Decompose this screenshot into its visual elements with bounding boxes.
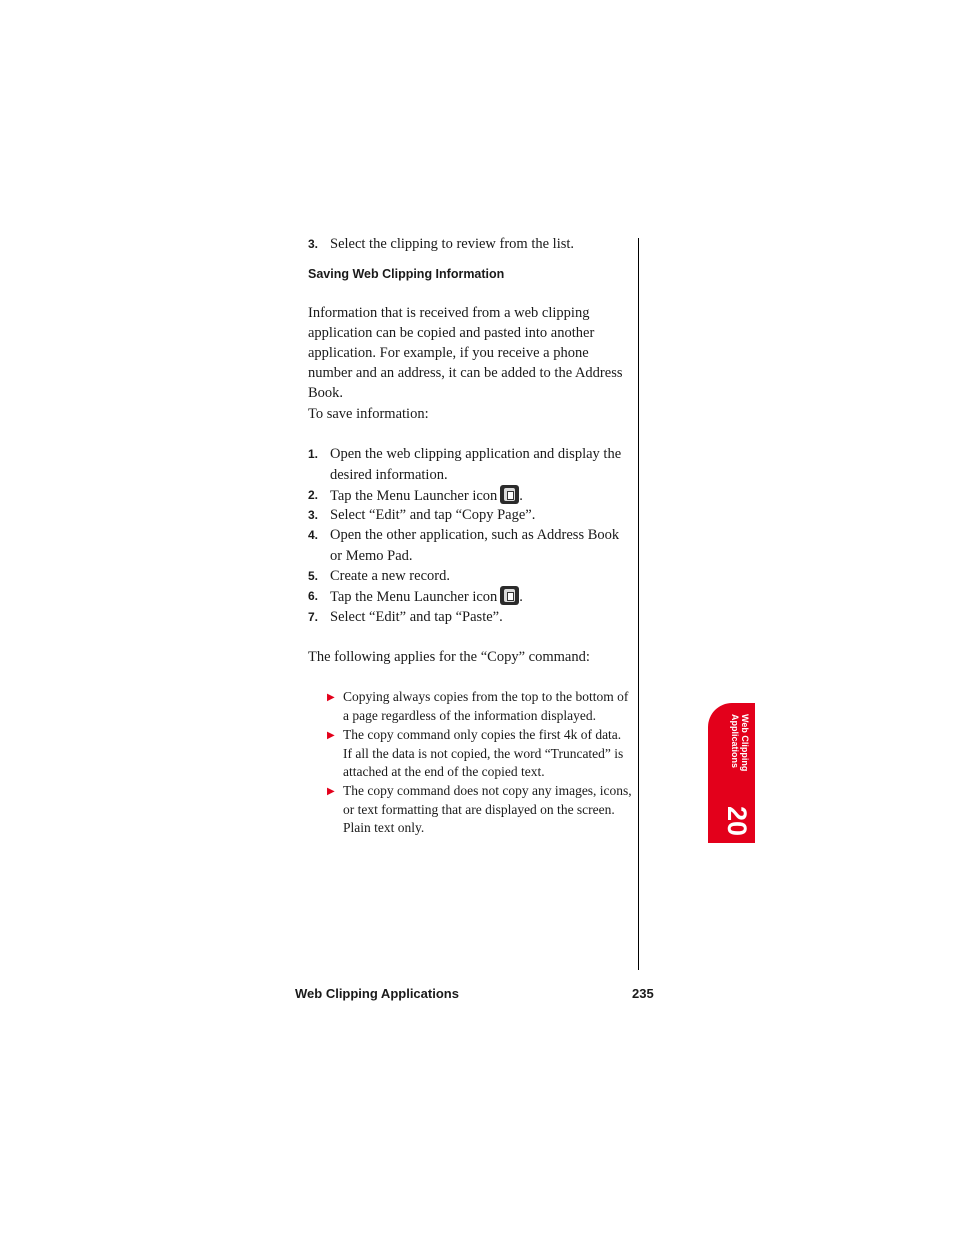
step-suffix: .: [519, 589, 523, 605]
bullet-item: [327, 782, 632, 838]
step-number: 7.: [308, 610, 319, 624]
step-number: 4.: [308, 528, 319, 542]
step-number: 3.: [308, 237, 319, 251]
step-item: [308, 485, 632, 506]
step-text: Tap the Menu Launcher icon: [330, 589, 498, 605]
step-number: 2.: [308, 488, 319, 502]
chapter-tab-label-line1: Web Clipping: [740, 714, 750, 772]
step-number: 6.: [308, 589, 319, 603]
step-item: [308, 607, 632, 627]
intro-step: [308, 234, 632, 254]
step-item: [308, 444, 632, 486]
step-text: Select “Edit” and tap “Paste”.: [330, 609, 503, 625]
step-suffix: .: [519, 488, 523, 504]
bullet-text: Copying always copies from the top to the bottom of a page regardless of the information displayed.: [343, 689, 629, 723]
step-item: [308, 525, 632, 567]
step-item: [308, 505, 632, 525]
step-text: Select the clipping to review from the list.: [330, 236, 575, 252]
step-number: 3.: [308, 508, 319, 522]
save-intro: To save information:: [308, 406, 429, 422]
chapter-tab-label-line2: Applications: [730, 714, 740, 769]
step-text: Select “Edit” and tap “Copy Page”.: [330, 507, 536, 523]
copy-intro: The following applies for the “Copy” command:: [308, 649, 590, 665]
step-number: 5.: [308, 569, 319, 583]
bullet-item: [327, 726, 632, 782]
red-triangle-arrow-icon: ▶: [327, 692, 335, 703]
step-item: [308, 586, 632, 607]
step-text: Create a new record.: [330, 568, 450, 584]
section-heading: Saving Web Clipping Information: [308, 267, 505, 281]
step-text: Open the web clipping application and display the desired information.: [330, 446, 622, 483]
vertical-divider: [638, 238, 639, 970]
red-triangle-arrow-icon: ▶: [327, 786, 335, 797]
bullet-text: The copy command only copies the first 4k of data. If all the data is not copied, the word “Truncated” is attached at the end of the copied text.: [343, 727, 624, 779]
chapter-tab-label: [730, 714, 750, 771]
bullet-text: The copy command does not copy any images, icons, or text formatting that are displayed on the screen. Plain text only.: [343, 783, 632, 835]
body-paragraph: Information that is received from a web clipping application can be copied and pasted into another application. For example, if you receive a phone number and an address, it can be added to the Address Book.: [308, 305, 623, 401]
step-text: Open the other application, such as Address Book or Memo Pad.: [330, 527, 620, 564]
page-number: 235: [632, 986, 654, 1001]
step-text: Tap the Menu Launcher icon: [330, 488, 498, 504]
bullet-item: [327, 688, 632, 725]
red-triangle-arrow-icon: ▶: [327, 730, 335, 741]
footer-title: Web Clipping Applications: [295, 986, 459, 1001]
step-number: 1.: [308, 447, 319, 461]
menu-launcher-icon: [500, 586, 519, 605]
menu-launcher-icon: [500, 485, 519, 504]
step-item: [308, 566, 632, 586]
chapter-number: 20: [722, 806, 752, 837]
